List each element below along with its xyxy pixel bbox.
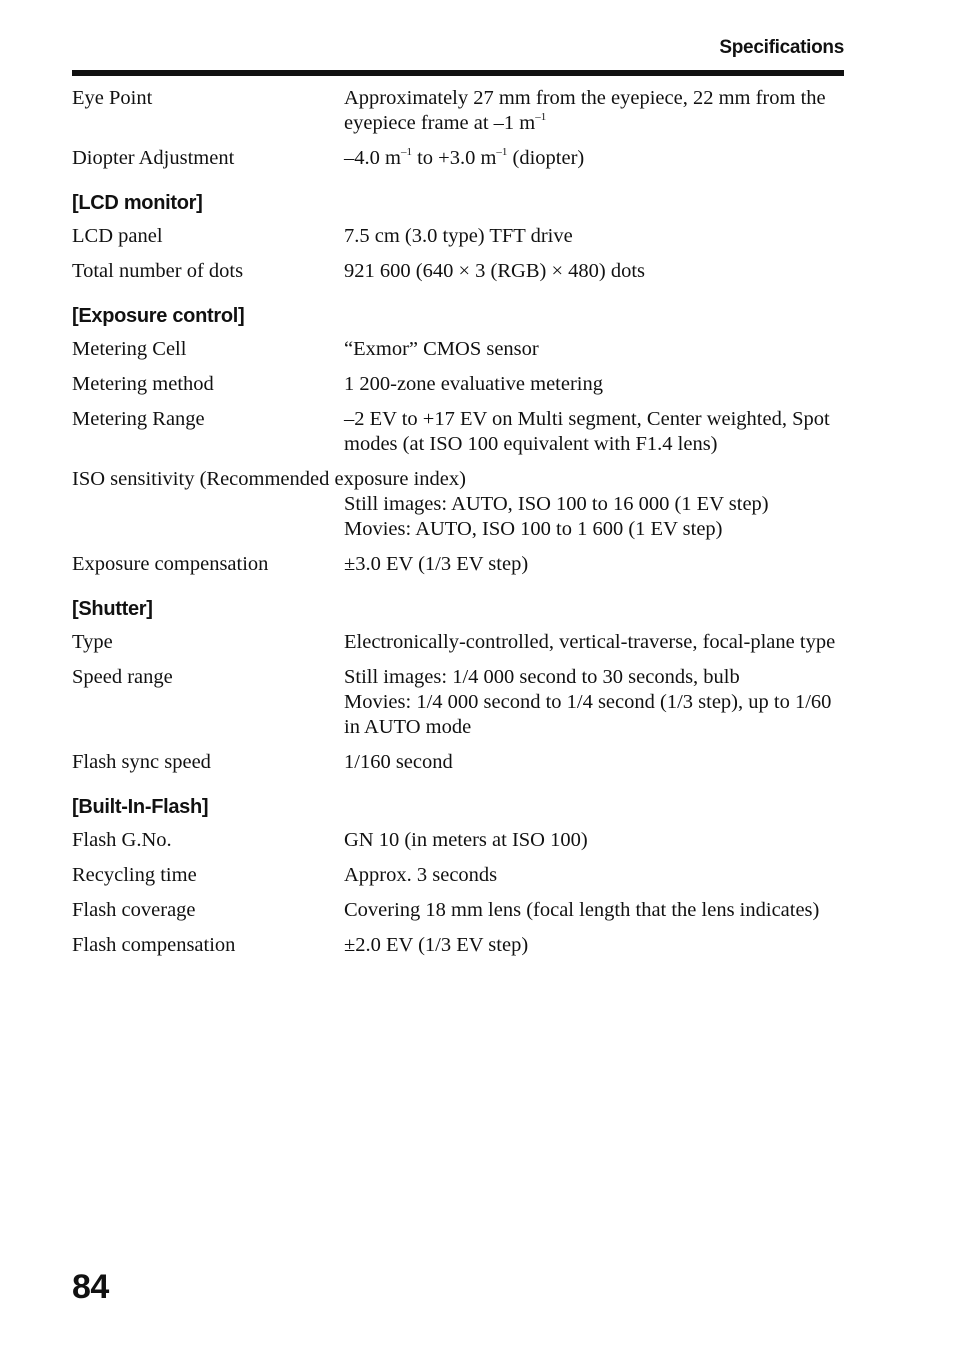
spec-label: LCD panel — [72, 225, 163, 247]
spec-value: ±2.0 EV (1/3 EV step) — [344, 934, 529, 956]
spec-row — [72, 898, 844, 923]
spec-row — [72, 750, 844, 775]
section-title-lcd: [LCD monitor] — [72, 192, 203, 214]
spec-label: Flash G.No. — [72, 829, 172, 851]
spec-value — [344, 86, 844, 136]
spec-value-part: (diopter) — [507, 147, 585, 169]
section-title-shutter: [Shutter] — [72, 598, 153, 620]
spec-value: 921 600 (640 × 3 (RGB) × 480) dots — [344, 260, 646, 282]
superscript: –1 — [535, 111, 547, 123]
spec-value: –2 EV to +17 EV on Multi segment, Center weighted, Spot modes (at ISO 100 equivalent with F1.4 lens) — [344, 408, 830, 455]
spec-value: 1/160 second — [344, 751, 453, 773]
spec-row — [72, 259, 844, 284]
spec-row — [72, 337, 844, 362]
spec-label: Type — [72, 631, 113, 653]
spec-value: GN 10 (in meters at ISO 100) — [344, 829, 588, 851]
spec-label: ISO sensitivity (Recommended exposure index) — [72, 468, 466, 490]
spec-row — [72, 863, 844, 888]
spec-label: Exposure compensation — [72, 553, 269, 575]
spec-row — [72, 407, 844, 457]
spec-label: Metering method — [72, 373, 214, 395]
spec-value-line: Movies: AUTO, ISO 100 to 1 600 (1 EV step) — [344, 518, 723, 540]
spec-value: 7.5 cm (3.0 type) TFT drive — [344, 225, 573, 247]
spec-value-text: Approximately 27 mm from the eyepiece, 22 mm from the eyepiece frame at –1 m — [344, 87, 826, 134]
section-title-flash: [Built-In-Flash] — [72, 796, 209, 818]
spec-label: Flash sync speed — [72, 751, 211, 773]
spec-value: Covering 18 mm lens (focal length that the lens indicates) — [344, 899, 820, 921]
spec-label: Diopter Adjustment — [72, 147, 235, 169]
section-title-exposure: [Exposure control] — [72, 305, 245, 327]
spec-label: Flash compensation — [72, 934, 236, 956]
spec-row — [72, 630, 844, 655]
spec-label: Total number of dots — [72, 260, 244, 282]
spec-value: Electronically-controlled, vertical-traverse, focal-plane type — [344, 631, 836, 653]
spec-label: Speed range — [72, 666, 173, 688]
spec-label: Metering Cell — [72, 338, 187, 360]
spec-row — [72, 552, 844, 577]
spec-value: ±3.0 EV (1/3 EV step) — [344, 553, 529, 575]
spec-value — [344, 492, 844, 542]
spec-value-line: Still images: AUTO, ISO 100 to 16 000 (1 EV step) — [344, 493, 769, 515]
spec-label: Flash coverage — [72, 899, 196, 921]
spec-value: Approx. 3 seconds — [344, 864, 498, 886]
spec-value: “Exmor” CMOS sensor — [344, 338, 539, 360]
spec-content — [72, 86, 844, 968]
spec-value-line: Movies: 1/4 000 second to 1/4 second (1/3 step), up to 1/60 in AUTO mode — [344, 691, 832, 738]
spec-label: Eye Point — [72, 87, 153, 109]
header-rule — [72, 70, 844, 76]
page-header-title: Specifications — [719, 37, 844, 58]
spec-label: Recycling time — [72, 864, 197, 886]
spec-value — [344, 146, 844, 171]
spec-value-part: to +3.0 m — [411, 147, 497, 169]
superscript: –1 — [400, 146, 412, 158]
spec-row-eye-point — [72, 86, 844, 136]
spec-value — [344, 665, 844, 740]
page-number: 84 — [72, 1268, 109, 1306]
spec-value: 1 200-zone evaluative metering — [344, 373, 603, 395]
spec-label: Metering Range — [72, 408, 205, 430]
spec-row-diopter — [72, 146, 844, 171]
spec-row-speed — [72, 665, 844, 740]
spec-row — [72, 372, 844, 397]
spec-row — [72, 828, 844, 853]
spec-row — [72, 224, 844, 249]
spec-row — [72, 933, 844, 958]
spec-row-iso — [72, 467, 844, 542]
superscript: –1 — [496, 146, 508, 158]
spec-value-line: Still images: 1/4 000 second to 30 seconds, bulb — [344, 666, 740, 688]
spec-value-part: –4.0 m — [344, 147, 401, 169]
